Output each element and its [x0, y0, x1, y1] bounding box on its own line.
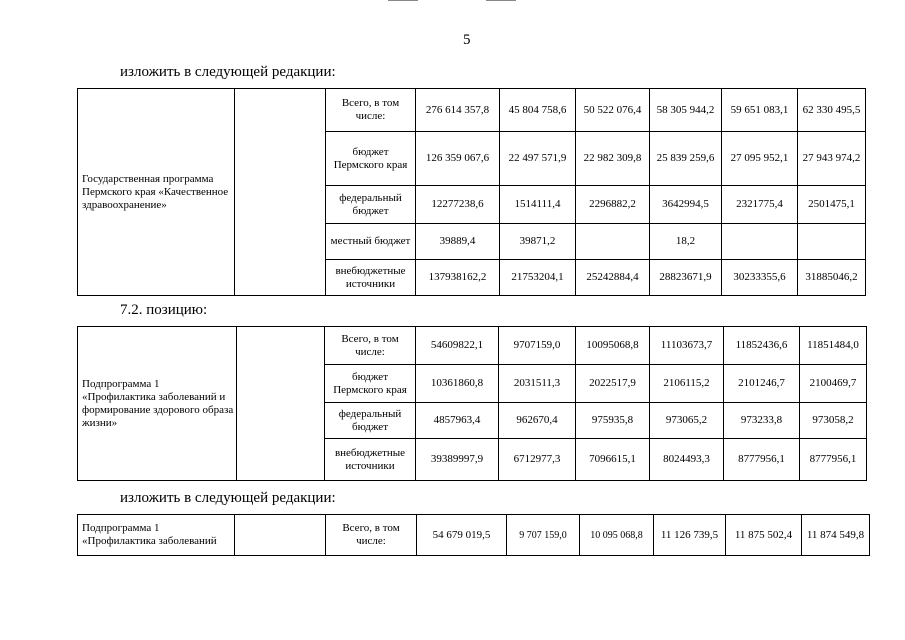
value-cell: 10 095 068,8: [580, 515, 654, 556]
page-number: 5: [463, 32, 471, 48]
value-cell: 2296882,2: [576, 186, 650, 224]
value-cell: 22 497 571,9: [500, 132, 576, 186]
value-cell: 8777956,1: [724, 439, 800, 481]
value-cell: 7096615,1: [576, 439, 650, 481]
section-heading-2: 7.2. позицию:: [120, 302, 208, 318]
value-cell: 39389997,9: [416, 439, 499, 481]
scan-mark-left: [388, 0, 418, 1]
value-cell: 18,2: [650, 224, 722, 260]
value-cell: 973065,2: [650, 403, 724, 439]
value-cell: 21753204,1: [500, 260, 576, 296]
program-name: Государственная программа Пермского края «Качественное здравоохранение»: [78, 89, 235, 296]
table-subprogram: [77, 326, 867, 481]
value-cell: 54 679 019,5: [417, 515, 507, 556]
value-cell: 962670,4: [499, 403, 576, 439]
subprogram-name: Подпрограмма 1 «Профилактика заболеваний и формирование здорового образа жизни»: [78, 327, 237, 481]
value-cell: 11852436,6: [724, 327, 800, 365]
value-cell: 11851484,0: [800, 327, 867, 365]
value-cell: 25 839 259,6: [650, 132, 722, 186]
value-cell: 39889,4: [416, 224, 500, 260]
category-cell: Всего, в том числе:: [325, 327, 416, 365]
category-cell: внебюджетные источники: [325, 439, 416, 481]
scan-mark-right: [486, 0, 516, 1]
table-row: [78, 515, 870, 556]
empty-cell: [235, 515, 326, 556]
value-cell: 6712977,3: [499, 439, 576, 481]
value-cell: 10361860,8: [416, 365, 499, 403]
value-cell: 9707159,0: [499, 327, 576, 365]
value-cell: 3642994,5: [650, 186, 722, 224]
value-cell: [576, 224, 650, 260]
value-cell: 50 522 076,4: [576, 89, 650, 132]
value-cell: 8777956,1: [800, 439, 867, 481]
value-cell: [798, 224, 866, 260]
table-program: [77, 88, 866, 296]
category-cell: федеральный бюджет: [326, 186, 416, 224]
value-cell: 39871,2: [500, 224, 576, 260]
category-cell: Всего, в том числе:: [326, 515, 417, 556]
value-cell: 2031511,3: [499, 365, 576, 403]
value-cell: 45 804 758,6: [500, 89, 576, 132]
value-cell: 973233,8: [724, 403, 800, 439]
value-cell: 4857963,4: [416, 403, 499, 439]
value-cell: 276 614 357,8: [416, 89, 500, 132]
value-cell: 25242884,4: [576, 260, 650, 296]
category-cell: бюджет Пермского края: [325, 365, 416, 403]
value-cell: 2100469,7: [800, 365, 867, 403]
empty-cell: [237, 327, 325, 481]
value-cell: 62 330 495,5: [798, 89, 866, 132]
section-heading-3: изложить в следующей редакции:: [120, 490, 336, 506]
table-row: [78, 327, 867, 365]
value-cell: 27 095 952,1: [722, 132, 798, 186]
value-cell: 54609822,1: [416, 327, 499, 365]
category-cell: федеральный бюджет: [325, 403, 416, 439]
category-cell: Всего, в том числе:: [326, 89, 416, 132]
value-cell: 2106115,2: [650, 365, 724, 403]
value-cell: 2501475,1: [798, 186, 866, 224]
value-cell: 2321775,4: [722, 186, 798, 224]
category-cell: бюджет Пермского края: [326, 132, 416, 186]
table-subprogram-new: [77, 514, 870, 556]
value-cell: 31885046,2: [798, 260, 866, 296]
value-cell: 2101246,7: [724, 365, 800, 403]
subprogram-name: Подпрограмма 1 «Профилактика заболеваний: [78, 515, 235, 556]
value-cell: 28823671,9: [650, 260, 722, 296]
value-cell: 22 982 309,8: [576, 132, 650, 186]
value-cell: 11103673,7: [650, 327, 724, 365]
value-cell: 1514111,4: [500, 186, 576, 224]
value-cell: 12277238,6: [416, 186, 500, 224]
value-cell: 137938162,2: [416, 260, 500, 296]
section-heading-1: изложить в следующей редакции:: [120, 64, 336, 80]
value-cell: 9 707 159,0: [507, 515, 580, 556]
value-cell: 11 126 739,5: [654, 515, 726, 556]
value-cell: 11 874 549,8: [802, 515, 870, 556]
value-cell: 27 943 974,2: [798, 132, 866, 186]
empty-cell: [235, 89, 326, 296]
value-cell: 10095068,8: [576, 327, 650, 365]
value-cell: [722, 224, 798, 260]
value-cell: 59 651 083,1: [722, 89, 798, 132]
value-cell: 126 359 067,6: [416, 132, 500, 186]
value-cell: 11 875 502,4: [726, 515, 802, 556]
value-cell: 2022517,9: [576, 365, 650, 403]
value-cell: 30233355,6: [722, 260, 798, 296]
value-cell: 975935,8: [576, 403, 650, 439]
category-cell: внебюджетные источники: [326, 260, 416, 296]
value-cell: 973058,2: [800, 403, 867, 439]
category-cell: местный бюджет: [326, 224, 416, 260]
value-cell: 8024493,3: [650, 439, 724, 481]
value-cell: 58 305 944,2: [650, 89, 722, 132]
table-row: [78, 89, 866, 132]
